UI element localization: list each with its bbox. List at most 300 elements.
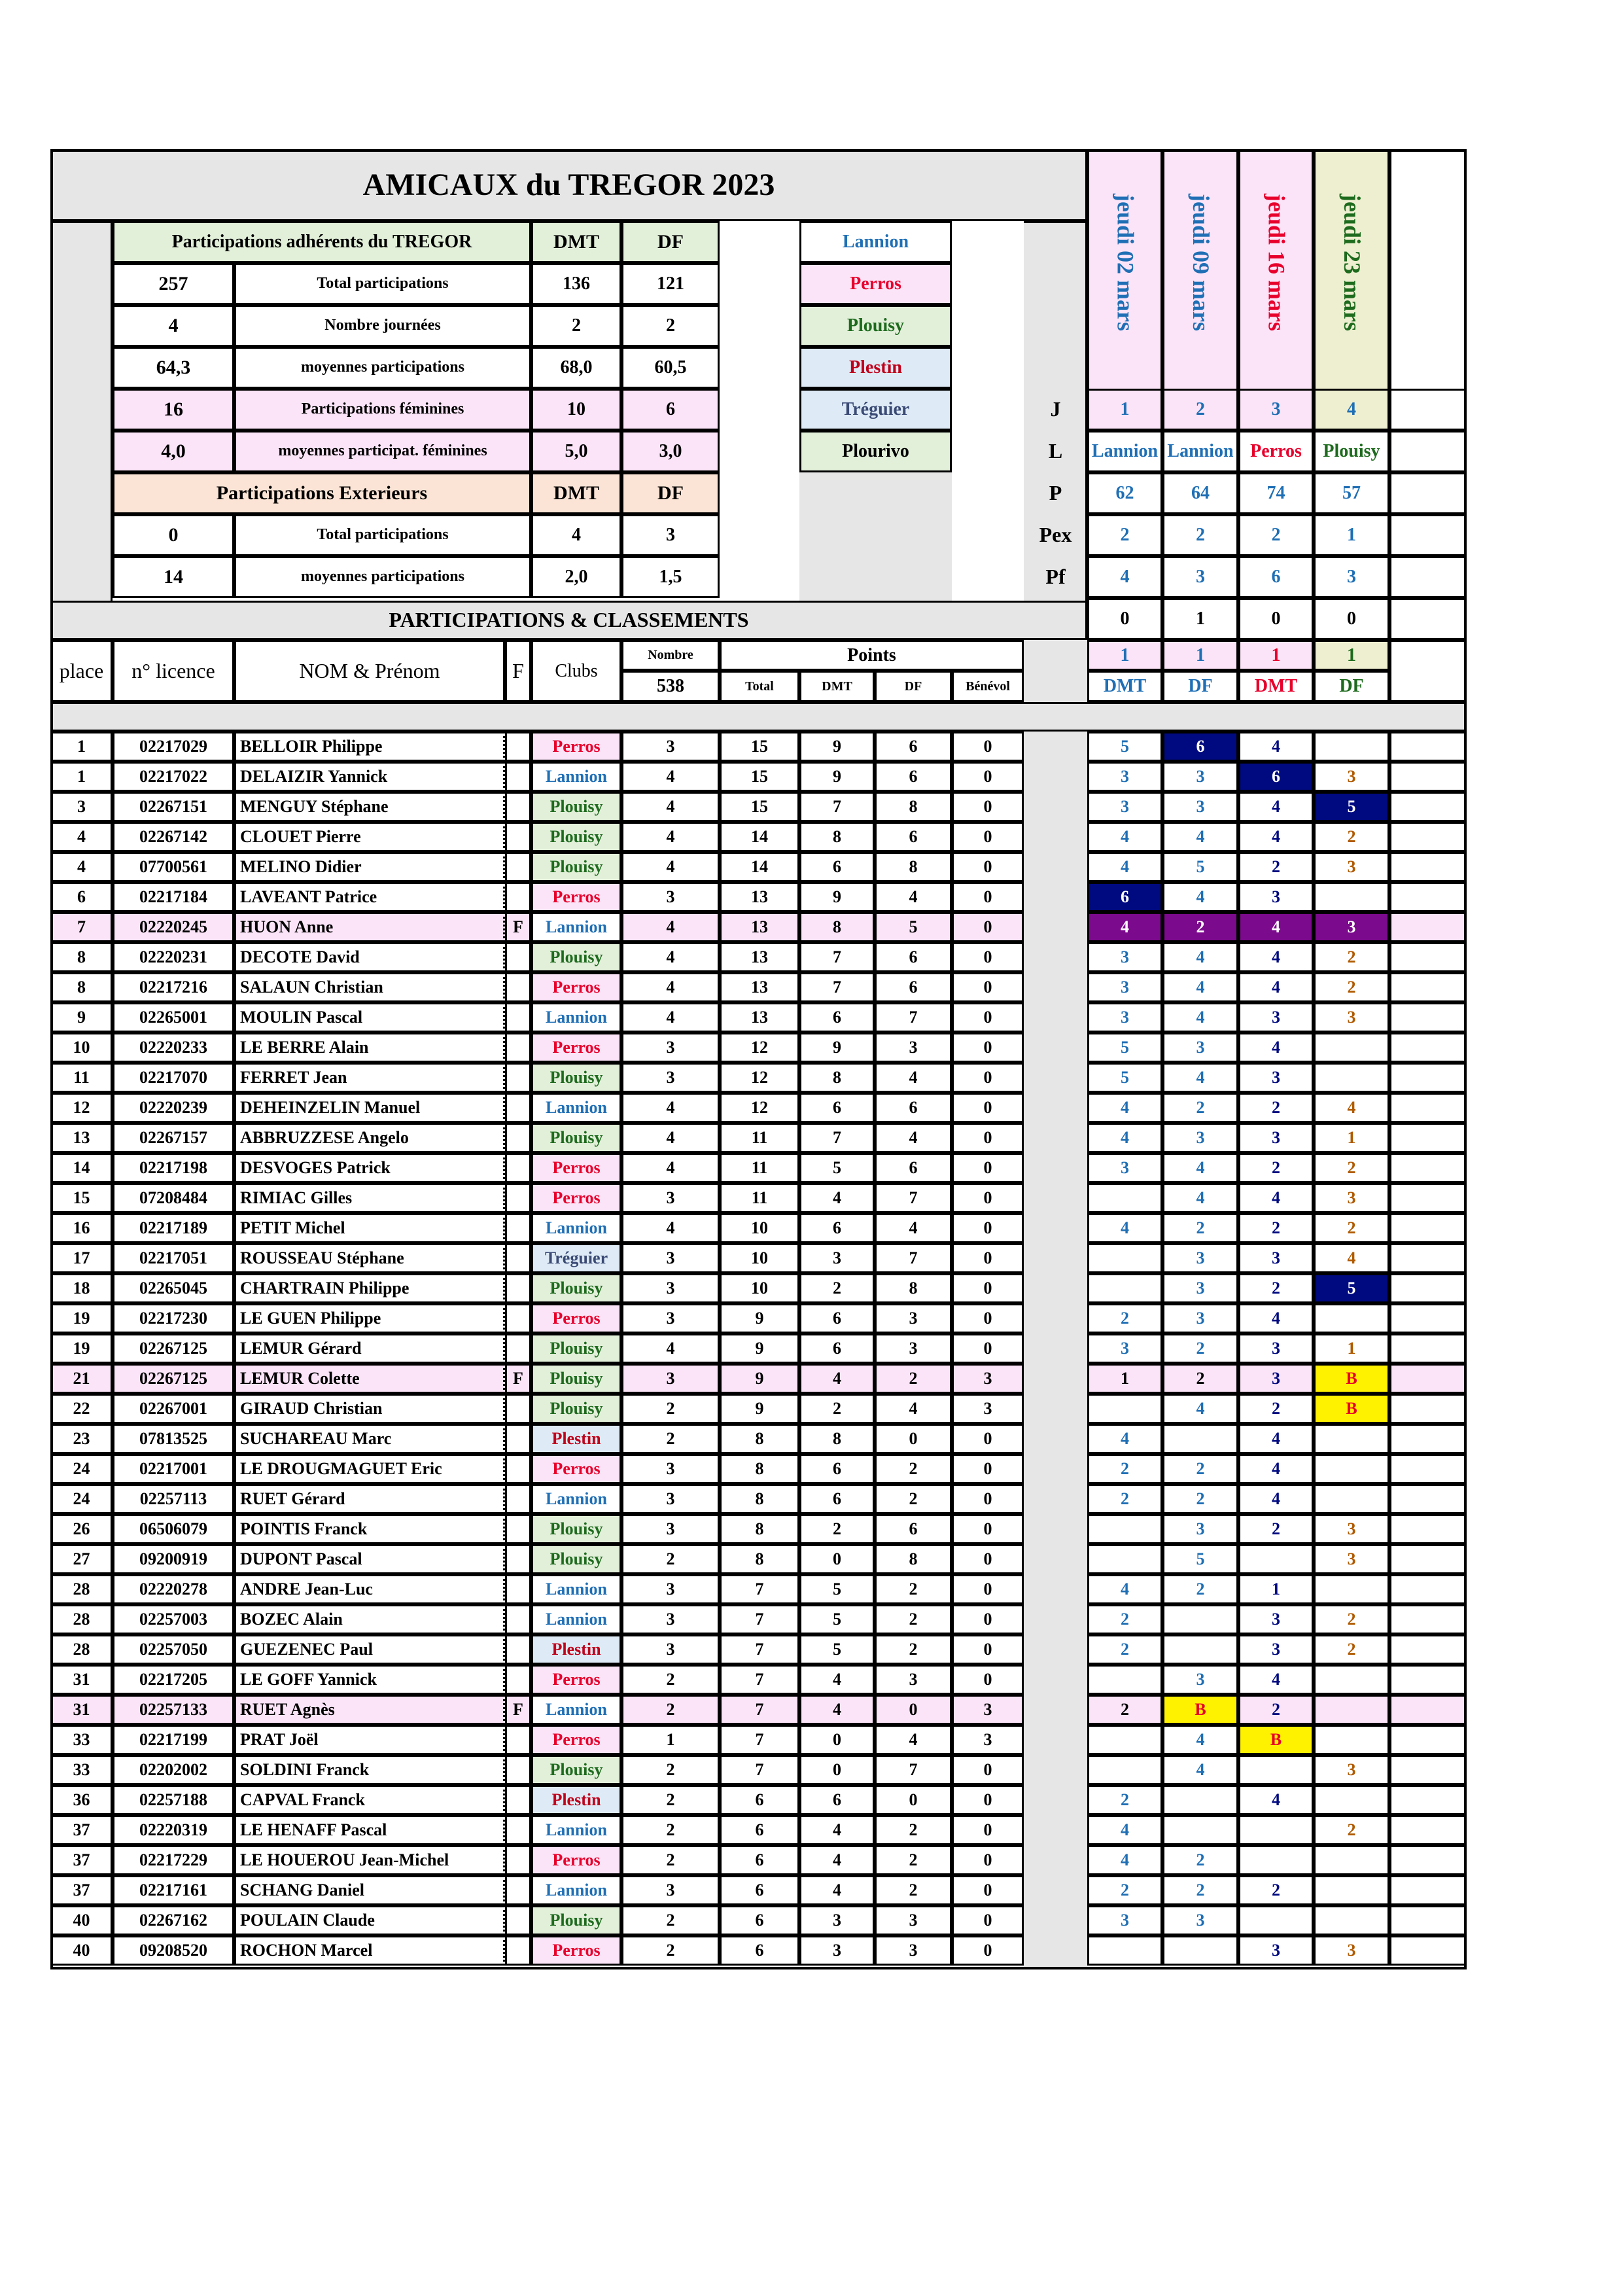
player-df: 8 bbox=[875, 792, 952, 822]
player-day-empty bbox=[1389, 942, 1467, 972]
player-nombre: 3 bbox=[621, 1454, 720, 1484]
day-info-Pf-2: 6 bbox=[1238, 556, 1314, 598]
player-f bbox=[505, 1153, 531, 1183]
player-place: 13 bbox=[50, 1123, 113, 1153]
stats-header-dmt: DMT bbox=[531, 221, 621, 263]
player-dmt: 4 bbox=[799, 1875, 875, 1905]
player-day-3: 2 bbox=[1314, 1153, 1389, 1183]
player-benevol: 0 bbox=[952, 1243, 1024, 1273]
player-nombre: 3 bbox=[621, 1484, 720, 1514]
player-total: 8 bbox=[720, 1424, 799, 1454]
player-f bbox=[505, 1093, 531, 1123]
player-dmt: 6 bbox=[799, 1484, 875, 1514]
ext-label: moyennes participations bbox=[234, 556, 531, 598]
player-day-0: 2 bbox=[1087, 1303, 1162, 1333]
player-df: 3 bbox=[875, 1033, 952, 1063]
player-total: 15 bbox=[720, 792, 799, 822]
player-df: 6 bbox=[875, 822, 952, 852]
player-day-2: 4 bbox=[1238, 1454, 1314, 1484]
player-day-1: 4 bbox=[1162, 1725, 1238, 1755]
player-nombre: 2 bbox=[621, 1665, 720, 1695]
player-day-1: B bbox=[1162, 1695, 1238, 1725]
player-dmt: 8 bbox=[799, 1063, 875, 1093]
player-f bbox=[505, 822, 531, 852]
player-licence: 07700561 bbox=[113, 852, 234, 882]
player-total: 8 bbox=[720, 1544, 799, 1574]
player-name: ANDRE Jean-Luc bbox=[234, 1574, 505, 1604]
player-licence: 02217230 bbox=[113, 1303, 234, 1333]
player-day-1 bbox=[1162, 1604, 1238, 1634]
player-day-0 bbox=[1087, 1183, 1162, 1213]
gap-column bbox=[1024, 640, 1087, 1969]
player-benevol: 0 bbox=[952, 1755, 1024, 1785]
player-nombre: 3 bbox=[621, 732, 720, 762]
day-info-P-1: 64 bbox=[1162, 472, 1238, 514]
player-place: 33 bbox=[50, 1755, 113, 1785]
player-day-empty bbox=[1389, 1935, 1467, 1966]
player-day-0: 4 bbox=[1087, 1123, 1162, 1153]
player-licence: 02202002 bbox=[113, 1755, 234, 1785]
player-club: Plouisy bbox=[531, 942, 621, 972]
player-licence: 02217199 bbox=[113, 1725, 234, 1755]
player-dmt: 6 bbox=[799, 1213, 875, 1243]
player-nombre: 3 bbox=[621, 1273, 720, 1303]
day-info-L-3: Plouisy bbox=[1314, 431, 1389, 472]
player-licence: 02217229 bbox=[113, 1845, 234, 1875]
player-club: Lannion bbox=[531, 1815, 621, 1845]
player-licence: 02267162 bbox=[113, 1905, 234, 1935]
player-club: Lannion bbox=[531, 762, 621, 792]
player-club: Perros bbox=[531, 1033, 621, 1063]
player-day-2 bbox=[1238, 1845, 1314, 1875]
player-df: 4 bbox=[875, 1123, 952, 1153]
player-benevol: 0 bbox=[952, 1574, 1024, 1604]
player-f bbox=[505, 762, 531, 792]
player-place: 19 bbox=[50, 1333, 113, 1364]
player-day-2: 2 bbox=[1238, 1695, 1314, 1725]
player-club: Perros bbox=[531, 1665, 621, 1695]
player-day-3 bbox=[1314, 1033, 1389, 1063]
player-club: Plouisy bbox=[531, 822, 621, 852]
player-dmt: 6 bbox=[799, 1454, 875, 1484]
player-day-empty bbox=[1389, 1574, 1467, 1604]
player-day-3 bbox=[1314, 1303, 1389, 1333]
player-nombre: 2 bbox=[621, 1845, 720, 1875]
player-total: 10 bbox=[720, 1273, 799, 1303]
player-f bbox=[505, 1725, 531, 1755]
day-info-J-0: 1 bbox=[1087, 389, 1162, 431]
player-day-0: 2 bbox=[1087, 1604, 1162, 1634]
spacer-row bbox=[50, 702, 1467, 732]
legend-club-0: Lannion bbox=[799, 221, 952, 263]
player-day-2: 6 bbox=[1238, 762, 1314, 792]
player-place: 12 bbox=[50, 1093, 113, 1123]
player-day-2: 2 bbox=[1238, 1514, 1314, 1544]
player-dmt: 6 bbox=[799, 1785, 875, 1815]
stats-dmt: 10 bbox=[531, 389, 621, 431]
player-nombre: 2 bbox=[621, 1394, 720, 1424]
player-name: RUET Agnès bbox=[234, 1695, 505, 1725]
player-df: 4 bbox=[875, 1725, 952, 1755]
player-day-3: 3 bbox=[1314, 912, 1389, 942]
player-df: 6 bbox=[875, 1514, 952, 1544]
player-licence: 02220278 bbox=[113, 1574, 234, 1604]
player-day-3: 1 bbox=[1314, 1333, 1389, 1364]
player-day-3: 3 bbox=[1314, 1935, 1389, 1966]
date-label: jeudi 23 mars bbox=[1338, 194, 1365, 331]
player-day-empty bbox=[1389, 1604, 1467, 1634]
player-dmt: 4 bbox=[799, 1695, 875, 1725]
day-info-J-1: 2 bbox=[1162, 389, 1238, 431]
player-name: ROUSSEAU Stéphane bbox=[234, 1243, 505, 1273]
player-benevol: 0 bbox=[952, 1845, 1024, 1875]
player-day-3 bbox=[1314, 1063, 1389, 1093]
player-day-0: 5 bbox=[1087, 732, 1162, 762]
player-f bbox=[505, 1875, 531, 1905]
player-licence: 02220233 bbox=[113, 1033, 234, 1063]
col-nombre-total: 538 bbox=[621, 671, 720, 702]
player-name: DECOTE David bbox=[234, 942, 505, 972]
player-place: 9 bbox=[50, 1002, 113, 1033]
player-nombre: 3 bbox=[621, 1875, 720, 1905]
player-dmt: 7 bbox=[799, 792, 875, 822]
player-day-1: 2 bbox=[1162, 1574, 1238, 1604]
player-licence: 02217205 bbox=[113, 1665, 234, 1695]
player-total: 8 bbox=[720, 1514, 799, 1544]
player-f bbox=[505, 1935, 531, 1966]
player-day-2: 3 bbox=[1238, 1002, 1314, 1033]
player-nombre: 2 bbox=[621, 1424, 720, 1454]
player-dmt: 5 bbox=[799, 1574, 875, 1604]
player-total: 15 bbox=[720, 762, 799, 792]
player-day-2: 2 bbox=[1238, 1394, 1314, 1424]
player-f bbox=[505, 942, 531, 972]
player-day-2: 4 bbox=[1238, 1424, 1314, 1454]
player-f: F bbox=[505, 912, 531, 942]
day-info-Pf-0: 4 bbox=[1087, 556, 1162, 598]
player-name: FERRET Jean bbox=[234, 1063, 505, 1093]
player-df: 6 bbox=[875, 942, 952, 972]
player-nombre: 2 bbox=[621, 1935, 720, 1966]
player-day-empty bbox=[1389, 972, 1467, 1002]
player-name: SOLDINI Franck bbox=[234, 1755, 505, 1785]
player-day-0: 3 bbox=[1087, 1002, 1162, 1033]
ext-header-df: DF bbox=[621, 472, 720, 514]
player-club: Plouisy bbox=[531, 1063, 621, 1093]
player-dmt: 9 bbox=[799, 1033, 875, 1063]
player-day-3: 2 bbox=[1314, 942, 1389, 972]
player-df: 3 bbox=[875, 1303, 952, 1333]
player-place: 37 bbox=[50, 1875, 113, 1905]
player-name: DUPONT Pascal bbox=[234, 1544, 505, 1574]
player-club: Plouisy bbox=[531, 852, 621, 882]
player-benevol: 0 bbox=[952, 912, 1024, 942]
player-total: 13 bbox=[720, 972, 799, 1002]
player-place: 37 bbox=[50, 1815, 113, 1845]
player-day-0: 4 bbox=[1087, 1424, 1162, 1454]
player-nombre: 2 bbox=[621, 1695, 720, 1725]
player-licence: 02217184 bbox=[113, 882, 234, 912]
player-day-0 bbox=[1087, 1394, 1162, 1424]
player-day-empty bbox=[1389, 1845, 1467, 1875]
player-benevol: 0 bbox=[952, 1604, 1024, 1634]
player-day-3 bbox=[1314, 1454, 1389, 1484]
stats-df: 121 bbox=[621, 263, 720, 305]
player-day-0: 3 bbox=[1087, 972, 1162, 1002]
player-benevol: 0 bbox=[952, 1063, 1024, 1093]
player-place: 17 bbox=[50, 1243, 113, 1273]
player-f: F bbox=[505, 1695, 531, 1725]
player-day-3: 3 bbox=[1314, 852, 1389, 882]
player-day-empty bbox=[1389, 882, 1467, 912]
player-place: 14 bbox=[50, 1153, 113, 1183]
player-place: 3 bbox=[50, 792, 113, 822]
player-df: 0 bbox=[875, 1424, 952, 1454]
stats-label: moyennes participations bbox=[234, 347, 531, 389]
player-total: 7 bbox=[720, 1665, 799, 1695]
player-name: RIMIAC Gilles bbox=[234, 1183, 505, 1213]
day-info-label-J: J bbox=[1050, 397, 1061, 421]
player-dmt: 0 bbox=[799, 1544, 875, 1574]
player-day-3: 2 bbox=[1314, 1815, 1389, 1845]
player-day-3 bbox=[1314, 1845, 1389, 1875]
player-total: 7 bbox=[720, 1604, 799, 1634]
player-day-3: B bbox=[1314, 1364, 1389, 1394]
player-name: LE GOFF Yannick bbox=[234, 1665, 505, 1695]
player-club: Tréguier bbox=[531, 1243, 621, 1273]
player-day-1: 3 bbox=[1162, 1273, 1238, 1303]
player-place: 37 bbox=[50, 1845, 113, 1875]
player-place: 24 bbox=[50, 1454, 113, 1484]
player-day-0: 2 bbox=[1087, 1634, 1162, 1665]
stats-header-df: DF bbox=[621, 221, 720, 263]
ext-dmt: 4 bbox=[531, 514, 621, 556]
player-day-3 bbox=[1314, 1695, 1389, 1725]
player-licence: 09208520 bbox=[113, 1935, 234, 1966]
player-day-empty bbox=[1389, 1243, 1467, 1273]
day-info-label-Pex: Pex bbox=[1039, 523, 1072, 547]
day-empty-head bbox=[1389, 640, 1467, 702]
player-f bbox=[505, 1665, 531, 1695]
player-nombre: 3 bbox=[621, 1243, 720, 1273]
player-nombre: 4 bbox=[621, 942, 720, 972]
date-label: jeudi 02 mars bbox=[1112, 194, 1139, 331]
player-day-3 bbox=[1314, 732, 1389, 762]
player-nombre: 3 bbox=[621, 1514, 720, 1544]
player-place: 36 bbox=[50, 1785, 113, 1815]
player-nombre: 2 bbox=[621, 1544, 720, 1574]
player-f bbox=[505, 1303, 531, 1333]
player-day-0: 2 bbox=[1087, 1695, 1162, 1725]
player-day-empty bbox=[1389, 1424, 1467, 1454]
player-df: 2 bbox=[875, 1815, 952, 1845]
stats-df: 2 bbox=[621, 305, 720, 347]
player-df: 2 bbox=[875, 1845, 952, 1875]
player-day-3: 4 bbox=[1314, 1093, 1389, 1123]
day-info-empty bbox=[1389, 472, 1467, 514]
player-licence: 02217070 bbox=[113, 1063, 234, 1093]
player-day-1: 3 bbox=[1162, 1905, 1238, 1935]
player-day-empty bbox=[1389, 1364, 1467, 1394]
player-licence: 02220231 bbox=[113, 942, 234, 972]
player-day-1: 3 bbox=[1162, 1123, 1238, 1153]
player-nombre: 4 bbox=[621, 1333, 720, 1364]
player-club: Perros bbox=[531, 972, 621, 1002]
player-place: 40 bbox=[50, 1935, 113, 1966]
player-day-empty bbox=[1389, 822, 1467, 852]
player-day-3: 2 bbox=[1314, 1213, 1389, 1243]
player-df: 6 bbox=[875, 1153, 952, 1183]
ext-value: 14 bbox=[113, 556, 234, 598]
legend-club-3: Plestin bbox=[799, 347, 952, 389]
player-day-0: 1 bbox=[1087, 1364, 1162, 1394]
player-day-3: 3 bbox=[1314, 1755, 1389, 1785]
player-day-1: 2 bbox=[1162, 1845, 1238, 1875]
player-day-0: 4 bbox=[1087, 1093, 1162, 1123]
player-benevol: 0 bbox=[952, 1002, 1024, 1033]
player-f bbox=[505, 1424, 531, 1454]
player-day-1 bbox=[1162, 1815, 1238, 1845]
stats-df: 60,5 bbox=[621, 347, 720, 389]
player-f bbox=[505, 1544, 531, 1574]
player-club: Plestin bbox=[531, 1785, 621, 1815]
player-total: 13 bbox=[720, 1002, 799, 1033]
player-day-3 bbox=[1314, 1905, 1389, 1935]
player-place: 1 bbox=[50, 732, 113, 762]
player-club: Perros bbox=[531, 1845, 621, 1875]
player-day-empty bbox=[1389, 1785, 1467, 1815]
player-day-1: 3 bbox=[1162, 1303, 1238, 1333]
player-total: 8 bbox=[720, 1484, 799, 1514]
player-nombre: 4 bbox=[621, 822, 720, 852]
player-total: 6 bbox=[720, 1815, 799, 1845]
player-day-1: 4 bbox=[1162, 1002, 1238, 1033]
player-nombre: 3 bbox=[621, 1574, 720, 1604]
stats-dmt: 5,0 bbox=[531, 431, 621, 472]
player-name: GUEZENEC Paul bbox=[234, 1634, 505, 1665]
player-name: RUET Gérard bbox=[234, 1484, 505, 1514]
player-club: Plestin bbox=[531, 1634, 621, 1665]
day-info-Pfex-3: 0 bbox=[1314, 598, 1389, 640]
player-day-empty bbox=[1389, 1153, 1467, 1183]
player-nombre: 4 bbox=[621, 762, 720, 792]
player-df: 6 bbox=[875, 1093, 952, 1123]
player-licence: 02257133 bbox=[113, 1695, 234, 1725]
player-day-1 bbox=[1162, 1424, 1238, 1454]
player-place: 23 bbox=[50, 1424, 113, 1454]
player-df: 8 bbox=[875, 1544, 952, 1574]
player-day-0 bbox=[1087, 1665, 1162, 1695]
player-day-3: 2 bbox=[1314, 1604, 1389, 1634]
player-licence: 02217216 bbox=[113, 972, 234, 1002]
player-day-3: 4 bbox=[1314, 1243, 1389, 1273]
player-club: Plouisy bbox=[531, 1394, 621, 1424]
player-f bbox=[505, 1123, 531, 1153]
player-day-2: 3 bbox=[1238, 1123, 1314, 1153]
player-day-2: 3 bbox=[1238, 1604, 1314, 1634]
col-nombre: Nombre bbox=[621, 640, 720, 671]
player-place: 21 bbox=[50, 1364, 113, 1394]
player-club: Plouisy bbox=[531, 1544, 621, 1574]
player-day-3 bbox=[1314, 1785, 1389, 1815]
player-day-2: 2 bbox=[1238, 1153, 1314, 1183]
player-nombre: 3 bbox=[621, 1634, 720, 1665]
player-licence: 07813525 bbox=[113, 1424, 234, 1454]
player-benevol: 0 bbox=[952, 1544, 1024, 1574]
player-club: Plouisy bbox=[531, 1123, 621, 1153]
player-day-empty bbox=[1389, 1905, 1467, 1935]
player-day-0: 5 bbox=[1087, 1063, 1162, 1093]
player-day-empty bbox=[1389, 732, 1467, 762]
player-place: 1 bbox=[50, 762, 113, 792]
player-df: 0 bbox=[875, 1695, 952, 1725]
player-nombre: 2 bbox=[621, 1815, 720, 1845]
player-day-1: 2 bbox=[1162, 1454, 1238, 1484]
player-total: 9 bbox=[720, 1364, 799, 1394]
ext-header: Participations Exterieurs bbox=[113, 472, 531, 514]
player-nombre: 4 bbox=[621, 912, 720, 942]
player-total: 14 bbox=[720, 822, 799, 852]
player-f bbox=[505, 1394, 531, 1424]
player-day-empty bbox=[1389, 1725, 1467, 1755]
player-day-empty bbox=[1389, 1695, 1467, 1725]
player-df: 8 bbox=[875, 852, 952, 882]
player-licence: 02217001 bbox=[113, 1454, 234, 1484]
player-total: 8 bbox=[720, 1454, 799, 1484]
player-club: Plouisy bbox=[531, 1364, 621, 1394]
player-name: GIRAUD Christian bbox=[234, 1394, 505, 1424]
player-name: POINTIS Franck bbox=[234, 1514, 505, 1544]
day-info-P-2: 74 bbox=[1238, 472, 1314, 514]
player-f bbox=[505, 1604, 531, 1634]
player-dmt: 0 bbox=[799, 1755, 875, 1785]
player-club: Lannion bbox=[531, 1695, 621, 1725]
player-day-2: 4 bbox=[1238, 912, 1314, 942]
player-place: 28 bbox=[50, 1574, 113, 1604]
player-nombre: 2 bbox=[621, 1785, 720, 1815]
player-day-1: 2 bbox=[1162, 1484, 1238, 1514]
player-nombre: 4 bbox=[621, 1153, 720, 1183]
player-place: 8 bbox=[50, 972, 113, 1002]
player-licence: 02217029 bbox=[113, 732, 234, 762]
player-day-3: 3 bbox=[1314, 762, 1389, 792]
player-licence: 06506079 bbox=[113, 1514, 234, 1544]
day-num-1: 1 bbox=[1162, 640, 1238, 671]
player-nombre: 4 bbox=[621, 1213, 720, 1243]
player-day-1: 2 bbox=[1162, 1875, 1238, 1905]
player-dmt: 2 bbox=[799, 1273, 875, 1303]
player-licence: 02257003 bbox=[113, 1604, 234, 1634]
player-day-2 bbox=[1238, 1755, 1314, 1785]
player-benevol: 0 bbox=[952, 1935, 1024, 1966]
player-day-3: 3 bbox=[1314, 1544, 1389, 1574]
player-total: 10 bbox=[720, 1213, 799, 1243]
player-day-0: 6 bbox=[1087, 882, 1162, 912]
player-f: F bbox=[505, 1364, 531, 1394]
col-benevol: Bénévol bbox=[952, 671, 1024, 702]
stats-value: 4 bbox=[113, 305, 234, 347]
player-dmt: 3 bbox=[799, 1243, 875, 1273]
player-club: Lannion bbox=[531, 912, 621, 942]
player-benevol: 3 bbox=[952, 1394, 1024, 1424]
player-place: 31 bbox=[50, 1665, 113, 1695]
player-club: Plestin bbox=[531, 1424, 621, 1454]
player-benevol: 3 bbox=[952, 1725, 1024, 1755]
player-day-2: 3 bbox=[1238, 1364, 1314, 1394]
player-day-0 bbox=[1087, 1273, 1162, 1303]
player-f bbox=[505, 1063, 531, 1093]
player-name: SCHANG Daniel bbox=[234, 1875, 505, 1905]
